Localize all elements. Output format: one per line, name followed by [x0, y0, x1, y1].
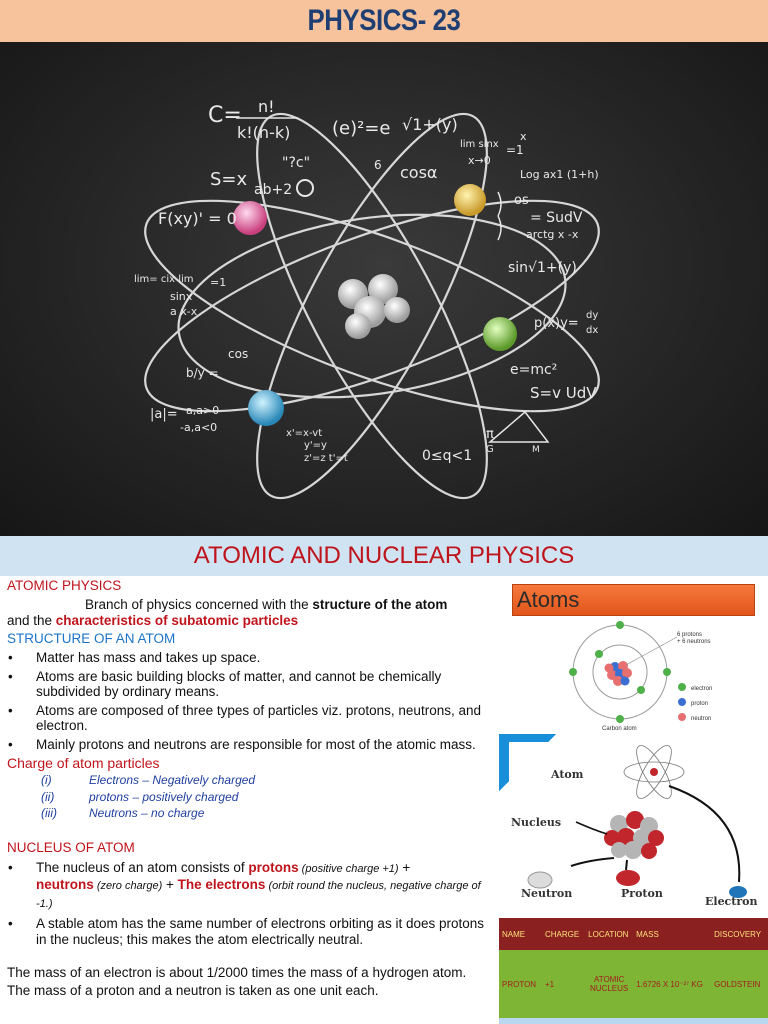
electron-blue — [248, 390, 284, 426]
formula-c: C= — [208, 103, 242, 128]
cell-mass: 1.6726 X 10⁻²⁷ KG — [633, 950, 711, 1018]
atomic-physics-heading: ATOMIC PHYSICS — [7, 578, 122, 593]
atoms-figure — [499, 580, 768, 732]
intro-paragraph-2: and the characteristics of subatomic particles — [7, 613, 299, 628]
formula-q2c: "?c" — [282, 155, 311, 171]
col-charge: CHARGE — [542, 918, 585, 950]
cell-name: PROTON — [499, 950, 542, 1018]
formula-exp: (e)²=e — [332, 118, 391, 139]
formula-lim-sub: x→0 — [468, 154, 491, 167]
list-item: • Mainly protons and neutrons are responsible for most of the atomic mass. — [8, 736, 476, 752]
col-discovery: DISCOVERY — [711, 918, 768, 950]
charge-heading: Charge of atom particles — [7, 755, 160, 771]
formula-fxy: F(xy)' = 0 — [158, 209, 237, 228]
atom-label: Atom — [551, 768, 584, 781]
formula-arctg: arctg x -x — [526, 228, 579, 241]
formula-emc: e=mc² — [510, 362, 558, 378]
formula-g: G — [486, 444, 494, 455]
cell-location: ATOMIC NUCLEUS — [585, 950, 633, 1018]
nucleus-bullets — [7, 860, 489, 948]
label-neutrons: + 6 neutrons — [677, 639, 711, 645]
top-banner — [0, 0, 768, 42]
formula-zz: z'=z t'=t — [304, 453, 348, 464]
carbon-atom-diagram — [499, 580, 768, 732]
col-name: NAME — [499, 918, 542, 950]
formula-dx: dx — [586, 325, 599, 336]
cell-discovery: GOLDSTEIN — [711, 950, 768, 1018]
mass-paragraph-2: The mass of a proton and a neutron is taken as one unit each. — [7, 983, 379, 998]
atoms-title: Atoms — [517, 587, 580, 612]
section-header-band — [0, 536, 768, 576]
formula-dy: dy — [586, 310, 599, 321]
intro-bold: structure of the atom — [312, 597, 448, 612]
legend-proton: proton — [691, 701, 709, 707]
nucleus-label: Nucleus — [511, 816, 562, 829]
col-mass: MASS — [633, 918, 711, 950]
charge-row: (ii) protons – positively charged — [41, 789, 239, 804]
electron-green — [483, 317, 517, 351]
formula-sx: S=x — [210, 169, 248, 190]
charge-list — [7, 772, 489, 822]
structure-heading: STRUCTURE OF AN ATOM — [7, 631, 176, 646]
formula-xwr: x'=x-vt — [286, 428, 323, 439]
formula-case2: -a,a<0 — [180, 421, 218, 434]
formula-log: Log ax1 (1+h) — [520, 168, 599, 181]
text-column — [7, 577, 489, 1024]
chalkboard-image — [0, 42, 768, 536]
list-item: • Matter has mass and takes up space. — [8, 650, 261, 665]
formula-cos: cosα — [400, 163, 438, 182]
formula-os: os — [514, 193, 529, 208]
charge-row: (iii) Neutrons – no charge — [41, 806, 205, 820]
formula-pi: π — [486, 427, 494, 442]
caption-carbon: Carbon atom — [602, 726, 637, 732]
section-heading: ATOMIC AND NUCLEAR PHYSICS — [193, 542, 575, 569]
legend-neutron: neutron — [691, 716, 712, 722]
cell-charge: +1 — [542, 950, 585, 1018]
formula-sup-x: x — [520, 130, 527, 143]
label-protons: 6 protons — [677, 632, 703, 638]
nucleus-heading: NUCLEUS OF ATOM — [7, 839, 135, 855]
nucleus-cluster — [338, 274, 410, 339]
formula-ab2: ab+2 — [254, 182, 293, 198]
formula-sin-sqrt: sin√1+(y) — [508, 260, 577, 276]
formula-sudv2: S=v UdV — [530, 384, 597, 402]
formula-frac-top: n! — [258, 97, 275, 116]
formula-sqrt: √1+(y) — [402, 115, 458, 134]
atom-nucleus-diagram — [509, 742, 768, 906]
formula-lim-left: lim= cix lim — [134, 274, 194, 285]
page-title: PHYSICS- 23 — [307, 4, 461, 37]
formula-sinx: sinx — [170, 290, 193, 303]
formula-axx: a x-x — [170, 305, 198, 318]
formula-ineq: 0≤q<1 — [422, 448, 473, 464]
carbon-nucleus — [605, 661, 633, 686]
formula-frac-bottom: k!(n-k) — [237, 123, 291, 142]
formula-by: b/y = — [186, 366, 219, 380]
particle-table — [499, 918, 768, 1024]
formula-sudv: = SudV — [530, 210, 583, 226]
formula-pxy: p(x)y= — [534, 316, 579, 331]
nucleus-figure — [499, 734, 768, 906]
formula-m: M — [532, 445, 540, 455]
formula-abs: |a|= — [150, 407, 178, 422]
list-item: • A stable atom has the same number of electrons orbiting as it does protons in the nucleus; this makes the atom electrically neutral. — [8, 916, 484, 947]
electron-label: Electron — [705, 895, 758, 906]
formula-lim-eq: =1 — [506, 143, 524, 157]
intro-paragraph: Branch of physics concerned with the structure of the atom — [85, 597, 448, 612]
formula-yy: y'=y — [304, 440, 327, 451]
col-location: LOCATION — [585, 918, 633, 950]
electron-yellow — [454, 184, 486, 216]
electron-pink — [233, 201, 267, 235]
neutron-label: Neutron — [521, 887, 573, 900]
proton-label: Proton — [621, 887, 663, 900]
list-item: • Atoms are composed of three types of particles viz. protons, neutrons, and electron. — [8, 702, 481, 733]
table-header-row — [499, 918, 768, 950]
structure-bullets — [7, 650, 489, 752]
list-item: • The nucleus of an atom consists of protons (positive charge +1) + neutrons (zero charge) + The electrons (orbit round the nucleus, negative charge of -1.) — [8, 859, 481, 910]
charge-row: (i) Electrons – Negatively charged — [41, 773, 256, 787]
legend-electron: electron — [691, 686, 713, 692]
intro-red: characteristics of subatomic particles — [55, 613, 299, 628]
formula-lim-top: lim sinx — [460, 139, 499, 150]
formula-six: 6 — [374, 158, 382, 172]
list-item: • Atoms are basic building blocks of matter, and cannot be chemically subdivided by ordinary means. — [8, 668, 442, 699]
nucleus-cluster-3d — [604, 811, 664, 859]
formula-cos2: cos — [228, 347, 249, 361]
formula-case1: a,a>0 — [186, 404, 220, 417]
atom-chalk-illustration — [0, 42, 768, 536]
mass-paragraph: The mass of an electron is about 1/2000 times the mass of a hydrogen atom. — [7, 965, 467, 980]
table-row — [499, 950, 768, 1018]
formula-lim-left-eq: =1 — [210, 276, 227, 289]
